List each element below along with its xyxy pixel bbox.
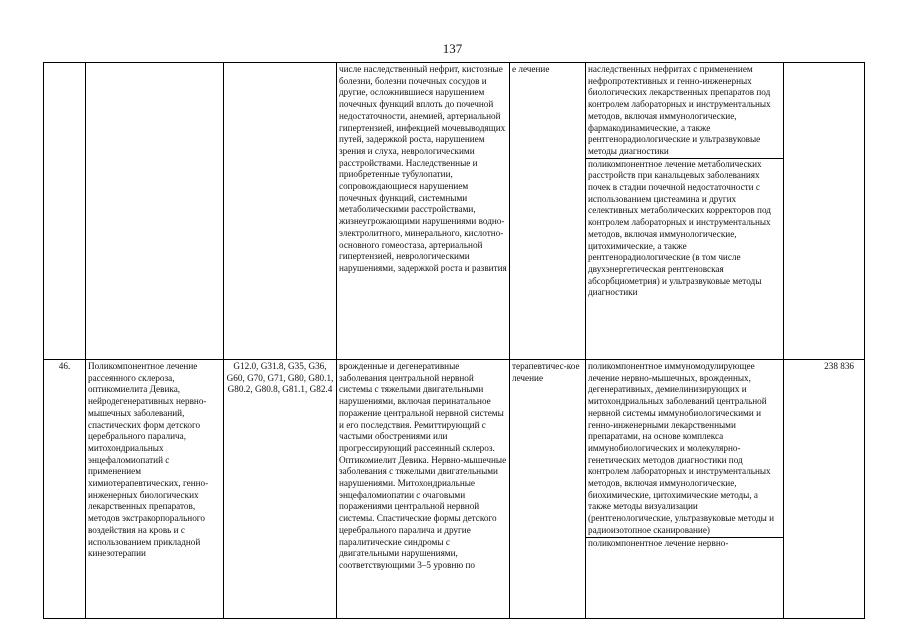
treatment-method: наследственных нефритах с применением нефропротективных и генно-инженерных биологических лекарственных препаратов под контролем лабораторных и инструментальных методов, включая иммунологические, фармакодинамические, а также рентгенорадиологические и ультразвуковые методы диагностики <box>588 64 771 156</box>
icd-codes-cell <box>224 63 337 360</box>
icd-codes-cell: G12.0, G31.8, G35, G36, G60, G70, G71, G80, G80.1, G80.2, G80.8, G81.1, G82.4 <box>224 360 337 619</box>
treatment-method: поликомпонентное лечение нервно- <box>586 537 783 550</box>
cost-cell <box>784 63 865 360</box>
treatment-methods-cell <box>586 360 784 619</box>
table-row <box>44 63 865 360</box>
treatment-type-cell: терапевтичес-кое лечение <box>510 360 586 619</box>
medical-care-table <box>43 62 865 619</box>
treatment-method: поликомпонентное лечение метаболических расстройств при канальцевых заболеваниях почек в стадии почечной недостаточности с использованием цистеамина и других селективных метаболических корректоров под контролем лабораторных и инструментальных методов, включая иммунологические, цитохимические, а также рентгенорадиологические (в том числе двухэнергетическая рентгеновская абсорбциометрия) и ультразвуковые методы диагностики <box>586 158 783 299</box>
row-number: 46. <box>44 360 86 619</box>
cost-cell: 238 836 <box>784 360 865 619</box>
care-name-cell <box>86 63 224 360</box>
treatment-methods-cell <box>586 63 784 360</box>
care-name-cell: Поликомпонентное лечение рассеянного склероза, оптикомиелита Девика, нейродегенеративных нервно-мышечных заболеваний, спастических форм детского церебрального паралича, митохондриальных энцефаломиопатий с применением химиотерапевтических, генно-инженерных биологических лекарственных препаратов, методов экстракорпорального воздействия на кровь и с использованием прикладной кинезотерапии <box>86 360 224 619</box>
patient-model-cell: врожденные и дегенеративные заболевания центральной нервной системы с тяжелыми двигательными нарушениями, включая перинатальное поражение центральной нервной системы и его последствия. Ремиттирующий с частыми обострениями или прогрессирующий рассеянный склероз. Оптикомиелит Девика. Нервно-мышечные заболевания с тяжелыми двигательными нарушениями. Митохондриальные энцефаломиопатии с очаговыми поражениями центральной нервной системы. Спастические формы детского церебрального паралича и другие паралитические синдромы с двигательными нарушениями, соответствующими 3–5 уровню по <box>337 360 510 619</box>
patient-model-cell: числе наследственный нефрит, кистозные болезни, болезни почечных сосудов и другие, осложнившиеся нарушением почечных функций вплоть до почечной недостаточности, анемией, артериальной гипертензией, инфекцией мочевыводящих путей, задержкой роста, нарушением зрения и слуха, неврологическими расстройствами. Наследственные и приобретенные тубулопатии, сопровождающиеся нарушением почечных функций, системными метаболическими расстройствами, жизнеугрожающими нарушениями водно-электролитного, минерального, кислотно-основного гомеостаза, артериальной гипертензией, неврологическими нарушениями, задержкой роста и развития <box>337 63 510 360</box>
treatment-type-cell: е лечение <box>510 63 586 360</box>
page-number: 137 <box>442 41 463 56</box>
treatment-method: поликомпонентное иммуномодулирующее лечение нервно-мышечных, врожденных, дегенеративных, демиелинизирующих и митохондриальных заболеваний центральной нервной системы иммунобиологическими и генно-инженерными лекарственными препаратами, на основе комплекса иммунобиологических и молекулярно-генетических методов диагностики под контролем лабораторных и инструментальных методов, включая иммунологические, биохимические, цитохимические методы, а также методы визуализации (рентгенологические, ультразвуковые методы и радиоизотопное сканирование) <box>588 361 775 535</box>
table-row <box>44 360 865 619</box>
row-number <box>44 63 86 360</box>
